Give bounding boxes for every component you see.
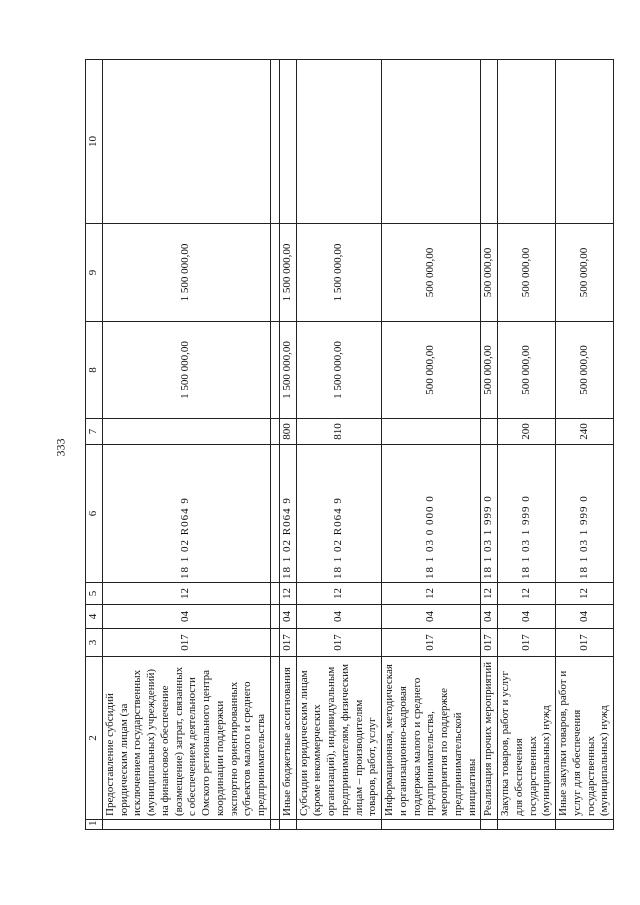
col-header: 4 bbox=[86, 605, 103, 629]
cell-target-code: 18 1 03 1 999 0 bbox=[556, 445, 614, 583]
cell-sum-1: 500 000,00 bbox=[382, 322, 481, 419]
cell-section: 04 bbox=[481, 605, 498, 629]
table-row bbox=[382, 60, 481, 830]
cell-sum-2: 1 500 000,00 bbox=[296, 224, 382, 322]
col-header: 2 bbox=[86, 657, 103, 820]
cell-sum-2: 500 000,00 bbox=[556, 224, 614, 322]
table-row bbox=[556, 60, 614, 830]
cell-ministry: 017 bbox=[556, 629, 614, 657]
cell-sum-1: 500 000,00 bbox=[498, 322, 556, 419]
cell-section: 04 bbox=[296, 605, 382, 629]
budget-table bbox=[85, 59, 614, 830]
cell-num bbox=[556, 820, 614, 830]
cell-target-code: 18 1 02 R064 9 bbox=[102, 445, 270, 583]
cell-section: 04 bbox=[382, 605, 481, 629]
table-row bbox=[498, 60, 556, 830]
cell-sum-1: 1 500 000,00 bbox=[102, 322, 270, 419]
cell-description: Закупка товаров, работ и услуг для обеспечения государственных (муниципальных) нужд bbox=[498, 657, 556, 820]
cell-sum-2: 500 000,00 bbox=[382, 224, 481, 322]
cell-expense-type bbox=[382, 419, 481, 445]
cell-section: 04 bbox=[556, 605, 614, 629]
cell-ministry: 017 bbox=[498, 629, 556, 657]
cell-target-code: 18 1 02 R064 9 bbox=[296, 445, 382, 583]
cell-ministry: 017 bbox=[102, 629, 270, 657]
table-row bbox=[102, 60, 270, 830]
cell-expense-type bbox=[481, 419, 498, 445]
cell-sum-1: 500 000,00 bbox=[556, 322, 614, 419]
col-header: 8 bbox=[86, 322, 103, 419]
cell-target-code: 18 1 03 0 000 0 bbox=[382, 445, 481, 583]
col-header: 1 bbox=[86, 820, 103, 830]
rotated-table-container bbox=[85, 60, 611, 830]
cell-num bbox=[498, 820, 556, 830]
col-header: 10 bbox=[86, 60, 103, 224]
cell-description: Информационная, методическая и организационно-кадровая поддержка малого и среднего предпринимательства, мероприятия по поддержке предпринимательской инициативы bbox=[382, 657, 481, 820]
col-header: 7 bbox=[86, 419, 103, 445]
cell-num bbox=[102, 820, 270, 830]
cell-sum-3 bbox=[481, 60, 498, 224]
cell-description: Реализация прочих мероприятий bbox=[481, 657, 498, 820]
cell-subsection: 12 bbox=[296, 583, 382, 605]
cell-description: Иные бюджетные ассигнования bbox=[279, 657, 296, 820]
cell-section: 04 bbox=[498, 605, 556, 629]
cell-sum-3 bbox=[279, 60, 296, 224]
header-row bbox=[86, 60, 103, 830]
cell-sum-2: 1 500 000,00 bbox=[279, 224, 296, 322]
cell-subsection: 12 bbox=[481, 583, 498, 605]
cell-sum-1: 1 500 000,00 bbox=[279, 322, 296, 419]
cell-ministry: 017 bbox=[481, 629, 498, 657]
col-header: 9 bbox=[86, 224, 103, 322]
cell-sum-3 bbox=[102, 60, 270, 224]
table-row bbox=[296, 60, 382, 830]
cell-ministry: 017 bbox=[382, 629, 481, 657]
cell-subsection: 12 bbox=[556, 583, 614, 605]
cell-num bbox=[279, 820, 296, 830]
cell-sum-3 bbox=[556, 60, 614, 224]
cell-expense-type: 800 bbox=[279, 419, 296, 445]
cell-subsection: 12 bbox=[498, 583, 556, 605]
cell-num bbox=[382, 820, 481, 830]
cell-num bbox=[296, 820, 382, 830]
col-header: 3 bbox=[86, 629, 103, 657]
cell-sum-3 bbox=[296, 60, 382, 224]
table-row bbox=[481, 60, 498, 830]
cell-description: Иные закупки товаров, работ и услуг для обеспечения государственных (муниципальных) нужд bbox=[556, 657, 614, 820]
cell-ministry: 017 bbox=[279, 629, 296, 657]
cell-target-code: 18 1 03 1 999 0 bbox=[498, 445, 556, 583]
cell-sum-2: 500 000,00 bbox=[498, 224, 556, 322]
cell-target-code: 18 1 03 1 999 0 bbox=[481, 445, 498, 583]
cell-sum-3 bbox=[382, 60, 481, 224]
cell-sum-3 bbox=[498, 60, 556, 224]
cell-section: 04 bbox=[102, 605, 270, 629]
col-header: 5 bbox=[86, 583, 103, 605]
table-row-spacer bbox=[270, 60, 279, 830]
cell-expense-type: 200 bbox=[498, 419, 556, 445]
cell-sum-2: 500 000,00 bbox=[481, 224, 498, 322]
cell-ministry: 017 bbox=[296, 629, 382, 657]
cell-expense-type: 240 bbox=[556, 419, 614, 445]
cell-expense-type: 810 bbox=[296, 419, 382, 445]
cell-subsection: 12 bbox=[279, 583, 296, 605]
cell-sum-2: 1 500 000,00 bbox=[102, 224, 270, 322]
cell-expense-type bbox=[102, 419, 270, 445]
cell-target-code: 18 1 02 R064 9 bbox=[279, 445, 296, 583]
cell-subsection: 12 bbox=[102, 583, 270, 605]
page-number: 333 bbox=[53, 438, 68, 457]
cell-description: Субсидии юридическим лицам (кроме некоммерческих организаций), индивидуальным предпринимателям, физическим лицам – производителям товаров, работ, услуг bbox=[296, 657, 382, 820]
cell-num bbox=[481, 820, 498, 830]
table-row bbox=[279, 60, 296, 830]
cell-section: 04 bbox=[279, 605, 296, 629]
col-header: 6 bbox=[86, 445, 103, 583]
cell-subsection: 12 bbox=[382, 583, 481, 605]
cell-sum-1: 1 500 000,00 bbox=[296, 322, 382, 419]
cell-description: Предоставление субсидий юридическим лицам (за исключением государственных (муниципальных) учреждений) на финансовое обеспечение (возмещение) затрат, связанных с обеспечением деятельности Омского регионального центра координации поддержки экспортно ориентированных субъектов малого и среднего предпринимательства bbox=[102, 657, 270, 820]
cell-sum-1: 500 000,00 bbox=[481, 322, 498, 419]
